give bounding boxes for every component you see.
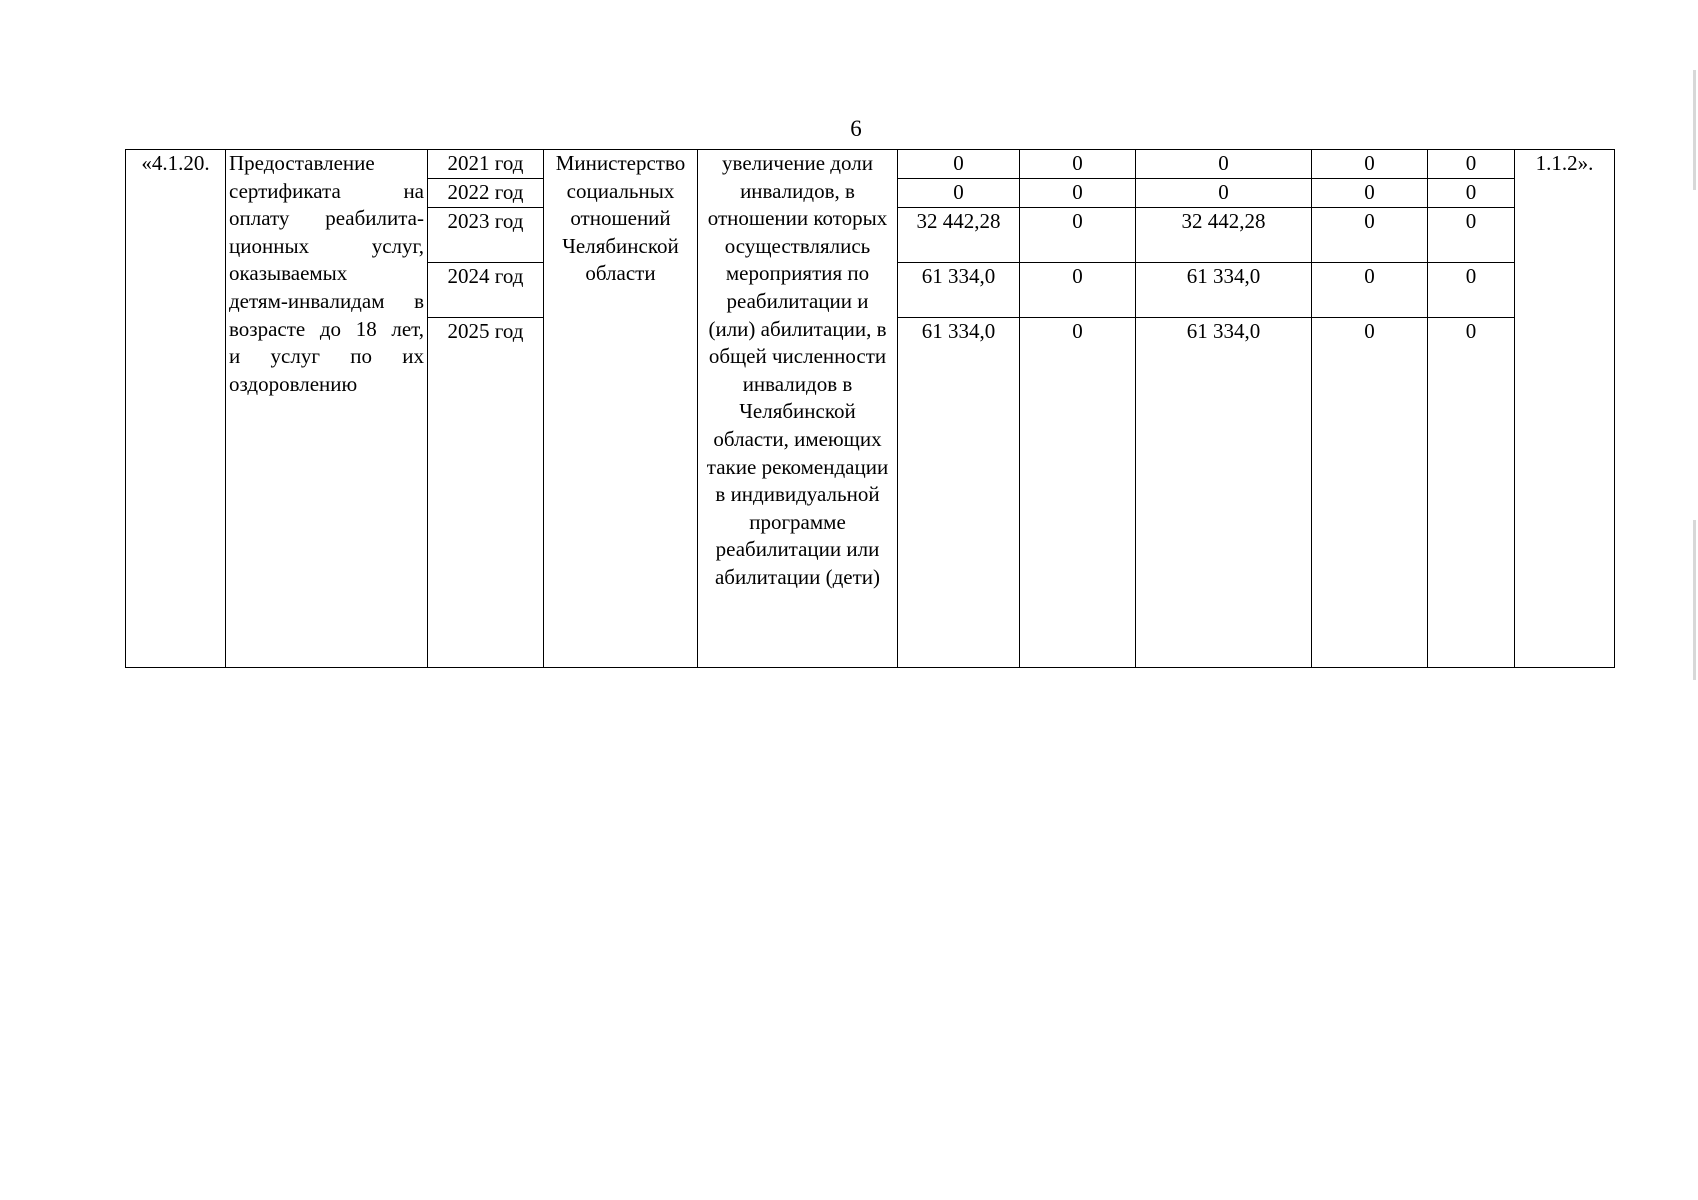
value-cell: 61 334,0 (898, 263, 1020, 318)
value-cell: 0 (1428, 208, 1515, 263)
scan-edge-mark (1693, 70, 1696, 190)
value-cell: 0 (1020, 318, 1136, 668)
value-cell: 0 (1136, 179, 1312, 208)
value-cell: 0 (1428, 263, 1515, 318)
value-cell: 32 442,28 (1136, 208, 1312, 263)
activity-line: ционных услуг, (229, 233, 424, 258)
value-cell: 0 (1428, 150, 1515, 179)
executor: Министерство социальных отношений Челябинской области (544, 150, 698, 668)
program-activity-table (125, 149, 1615, 668)
activity-code: «4.1.20. (126, 150, 226, 668)
year-cell: 2023 год (428, 208, 544, 263)
year-cell: 2025 год (428, 318, 544, 668)
value-cell: 61 334,0 (898, 318, 1020, 668)
activity-line: возрасте до 18 лет, (229, 316, 424, 341)
indicator: увеличение доли инвалидов, в отношении которых осуществлялись мероприятия по реабилитации и (или) абилитации, в общей численности инвалидов в Челябинской области, имеющих такие рекомендации в индивидуальной программе реабилитации или абилитации (дети) (698, 150, 898, 668)
value-cell: 0 (1020, 179, 1136, 208)
activity-line: Предоставление (229, 151, 375, 175)
activity-line: детям-инвалидам в (229, 288, 424, 313)
table-row (126, 150, 1615, 179)
value-cell: 0 (1020, 263, 1136, 318)
value-cell: 0 (1428, 179, 1515, 208)
activity-description (226, 150, 428, 668)
value-cell: 0 (1312, 263, 1428, 318)
value-cell: 0 (898, 179, 1020, 208)
page-number: 6 (850, 116, 862, 141)
activity-line: оплату реабилита- (229, 206, 424, 231)
activity-line: сертификата на (229, 178, 424, 203)
activity-line: оздоровлению (229, 371, 358, 396)
value-cell: 0 (1136, 150, 1312, 179)
value-cell: 0 (1020, 150, 1136, 179)
reference-code: 1.1.2». (1515, 150, 1615, 668)
year-cell: 2022 год (428, 179, 544, 208)
value-cell: 0 (1428, 318, 1515, 668)
value-cell: 0 (1312, 318, 1428, 668)
activity-line: оказываемых (229, 261, 348, 286)
activity-line: и услуг по их (229, 344, 424, 369)
value-cell: 0 (1312, 208, 1428, 263)
value-cell: 0 (1020, 208, 1136, 263)
value-cell: 61 334,0 (1136, 318, 1312, 668)
year-cell: 2024 год (428, 263, 544, 318)
year-cell: 2021 год (428, 150, 544, 179)
value-cell: 32 442,28 (898, 208, 1020, 263)
value-cell: 0 (1312, 179, 1428, 208)
value-cell: 61 334,0 (1136, 263, 1312, 318)
value-cell: 0 (898, 150, 1020, 179)
scan-edge-mark (1693, 520, 1696, 680)
value-cell: 0 (1312, 150, 1428, 179)
